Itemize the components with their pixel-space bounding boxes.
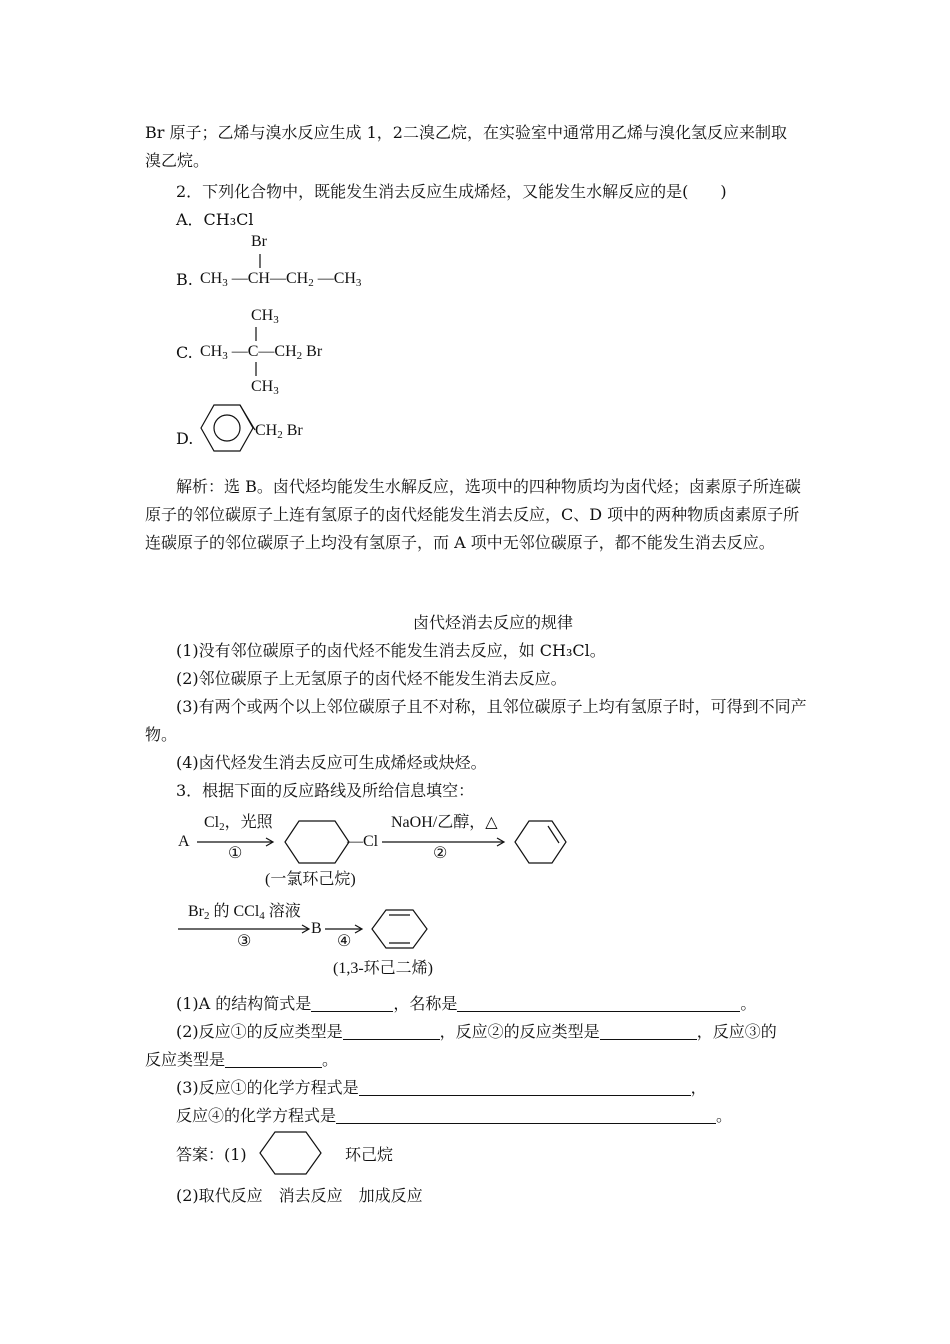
scheme-a: A (178, 833, 190, 850)
q2-stem: 2．下列化合物中，既能发生消去反应生成烯烃，又能发生水解反应的是( ) (176, 182, 727, 201)
answer-blank-type1[interactable] (343, 1023, 440, 1040)
q3-part1: (1)A 的结构简式是 ，名称是 。 (176, 994, 757, 1013)
rule-2: (2)邻位碳原子上无氢原子的卤代烃不能发生消去反应。 (176, 669, 567, 688)
answer-name: 环己烷 (345, 1145, 394, 1164)
scheme-step2: ② (433, 845, 448, 862)
answer-blank-a-name[interactable] (457, 995, 740, 1012)
b-br: Br (251, 233, 267, 250)
answer-part2: (2)取代反应 消去反应 加成反应 (176, 1186, 423, 1205)
scheme-b: B (311, 920, 322, 937)
answer-blank-type3[interactable] (225, 1051, 322, 1068)
q3-part2-line1: (2)反应①的反应类型是 ，反应②的反应类型是 ，反应③的 (176, 1022, 777, 1041)
answer-label: 答案：(1) (176, 1145, 247, 1164)
answer-blank-eq4[interactable] (336, 1107, 716, 1124)
intro-line-1: Br 原子；乙烯与溴水反应生成 1，2二溴乙烷，在实验室中通常用乙烯与溴化氢反应来制取 (145, 123, 787, 142)
scheme-step4: ④ (337, 933, 352, 950)
c-formula: $CH_3$ $—C—CH_2$ Br (200, 343, 323, 362)
d-ch2br: $CH_2$ Br (255, 422, 303, 441)
c-ch3-bottom: $CH_3$ (251, 378, 279, 397)
q2-option-b-label: B. (176, 270, 193, 289)
scheme-cond1: $Cl_2$，光照 (204, 814, 273, 833)
answer-blank-eq1[interactable] (359, 1079, 691, 1096)
rule-3: (3)有两个或两个以上邻位碳原子且不对称，且邻位碳原子上均有氢原子时，可得到不同产物。 (145, 697, 807, 744)
q3-part3-line1: (3)反应①的化学方程式是 ， (176, 1078, 707, 1097)
answer-blank-a-structure[interactable] (311, 995, 393, 1012)
c-ch3-top: $CH_3$ (251, 307, 279, 326)
q3-part2-line2: 反应类型是 。 (145, 1050, 339, 1069)
scheme-cond2: NaOH/乙醇，△ (391, 814, 498, 831)
q2-option-a: A．CH₃Cl (176, 210, 254, 229)
q3-stem: 3．根据下面的反应路线及所给信息填空： (176, 781, 475, 800)
answer-blank-type2[interactable] (600, 1023, 697, 1040)
scheme-cond3: $Br_2$ 的 CCl$_4$ 溶液 (188, 903, 301, 922)
b-formula: $CH_3$ $—CH—CH_2$ $—CH_3$ (200, 270, 362, 289)
q2-option-d-label: D. (176, 429, 194, 448)
rules-title: 卤代烃消去反应的规律 (413, 613, 574, 632)
scheme-step1: ① (228, 845, 243, 862)
scheme-name2: (1,3-环己二烯) (333, 960, 433, 977)
q2-option-c-label: C. (176, 343, 193, 362)
intro-line-2: 溴乙烷。 (145, 151, 210, 170)
q3-part3-line2: 反应④的化学方程式是 。 (176, 1106, 733, 1125)
scheme-cl: —Cl (347, 833, 379, 850)
rule-1: (1)没有邻位碳原子的卤代烃不能发生消去反应，如 CH₃Cl。 (176, 641, 606, 660)
scheme-name1: (一氯环己烷) (265, 871, 356, 888)
answer-cyclohexane-icon (0, 0, 1, 1)
scheme-step3: ③ (237, 933, 252, 950)
rule-4: (4)卤代烃发生消去反应可生成烯烃或炔烃。 (176, 753, 487, 772)
q2-analysis: 解析：选 B。卤代烃均能发生水解反应，选项中的四种物质均为卤代烃；卤素原子所连碳原子的邻位碳原子上连有氢原子的卤代烃能发生消去反应，C、D 项中的两种物质卤素原子所连碳原子的邻位碳原子上均没有氢原子，而 A 项中无邻位碳原子，都不能发生消去反应。 (145, 477, 801, 552)
